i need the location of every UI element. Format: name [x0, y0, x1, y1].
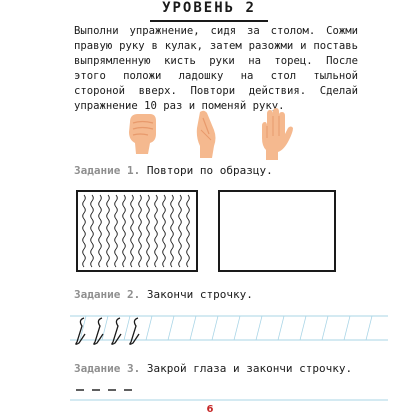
- page-number: 6: [206, 404, 214, 415]
- task-number: 1.: [126, 164, 141, 177]
- hand-illustrations: [118, 108, 298, 164]
- wavy-line: [107, 195, 110, 267]
- drawing-area-box[interactable]: [218, 190, 336, 272]
- exercise-instructions: Выполни упражнение, сидя за столом. Сожми правую руку в кулак, затем разожми и поставь выпрямленную кисть руки на торец. После этого положи ладошку на стол тыльной стороной вверх. Повтори действия. Сделай упражнение 10 раз и поменяй руку.: [74, 25, 358, 112]
- task-number: 3.: [126, 362, 141, 375]
- wavy-line: [83, 195, 86, 267]
- wavy-line: [171, 195, 174, 267]
- wavy-line: [147, 195, 150, 267]
- wavy-line: [155, 195, 158, 267]
- wavy-line: [91, 195, 94, 267]
- task-label: Задание: [74, 164, 121, 177]
- wavy-line: [99, 195, 102, 267]
- handwriting-lines-1[interactable]: [60, 312, 388, 348]
- palm-down-icon: [254, 108, 294, 162]
- task-text: Повтори по образцу.: [146, 164, 273, 177]
- level-header: УРОВЕНЬ 2: [150, 0, 268, 22]
- task-label: Задание: [74, 288, 121, 301]
- hand-edge-icon: [190, 108, 222, 160]
- sample-pattern-box: [76, 190, 198, 272]
- task-text: Закрой глаза и закончи строчку.: [146, 362, 353, 375]
- wavy-lines-pattern: [78, 192, 196, 270]
- task-2-heading: [74, 288, 374, 302]
- wavy-line: [163, 195, 166, 267]
- fist-icon: [124, 108, 160, 156]
- wavy-line: [179, 195, 182, 267]
- task-label: Задание: [74, 362, 121, 375]
- wavy-line: [187, 195, 190, 267]
- wavy-line: [115, 195, 118, 267]
- wavy-line: [131, 195, 134, 267]
- handwriting-lines-2[interactable]: [60, 382, 388, 402]
- wavy-line: [123, 195, 126, 267]
- task-3-heading: [74, 362, 374, 376]
- task-number: 2.: [126, 288, 141, 301]
- task-1-heading: [74, 164, 374, 178]
- task-text: Закончи строчку.: [146, 288, 253, 301]
- wavy-line: [139, 195, 142, 267]
